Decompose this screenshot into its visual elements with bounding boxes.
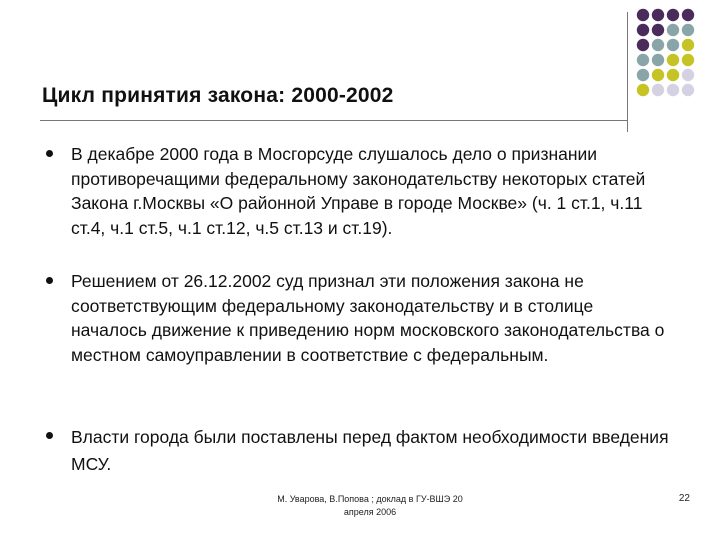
bullet-dot-icon xyxy=(46,277,53,284)
bullet-text: Решением от 26.12.2002 суд признал эти положения закона не соответствующим федеральному законодательству и в столице началось движение к приведению норм московского законодательства о местном самоуправлении в соответствие с федеральным. xyxy=(71,271,665,365)
decorative-dot xyxy=(637,69,649,81)
decorative-dot xyxy=(667,39,679,51)
footer-line-2: апреля 2006 xyxy=(343,507,397,517)
bullet-text: В декабре 2000 года в Мосгорсуде слушалось дело о признании противоречащими федеральному законодательству некоторых статей Закона г.Москвы «О районной Управе в городе Москве» (ч. 1 ст.1, ч.11 ст.4, ч.1 ст.5, ч.1 ст.12, ч.5 ст.13 и ст.19). xyxy=(71,144,646,238)
vertical-divider xyxy=(627,12,628,132)
footer-line-1: М. Уварова, В.Попова ; доклад в ГУ-ВШЭ 20 xyxy=(277,494,463,504)
decorative-dot xyxy=(652,84,664,96)
bullet-dot-icon xyxy=(46,150,53,157)
decorative-dot xyxy=(682,54,694,66)
decorative-dot xyxy=(652,54,664,66)
decorative-dot xyxy=(682,84,694,96)
decorative-dot xyxy=(637,39,649,51)
footer-citation xyxy=(230,493,510,519)
decorative-dot xyxy=(637,84,649,96)
decorative-dot xyxy=(637,54,649,66)
decorative-dot xyxy=(652,69,664,81)
decorative-dot xyxy=(682,39,694,51)
decorative-dot xyxy=(667,24,679,36)
decorative-dot xyxy=(652,24,664,36)
page-number: 22 xyxy=(678,493,690,504)
decorative-dot xyxy=(682,9,694,21)
slide-title: Цикл принятия закона: 2000-2002 xyxy=(42,84,394,107)
decorative-dot xyxy=(637,24,649,36)
decorative-dot xyxy=(667,54,679,66)
decorative-dot xyxy=(667,9,679,21)
bullet-text: Власти города были поставлены перед фактом необходимости введения МСУ. xyxy=(71,427,669,474)
decorative-dot xyxy=(682,69,694,81)
decorative-dot xyxy=(652,9,664,21)
bullet-dot-icon xyxy=(46,432,53,439)
title-underline xyxy=(40,120,628,121)
decorative-dot xyxy=(667,84,679,96)
decorative-dot xyxy=(652,39,664,51)
decorative-dot-grid xyxy=(636,8,720,108)
decorative-dot xyxy=(637,9,649,21)
decorative-dot xyxy=(682,24,694,36)
decorative-dot xyxy=(667,69,679,81)
